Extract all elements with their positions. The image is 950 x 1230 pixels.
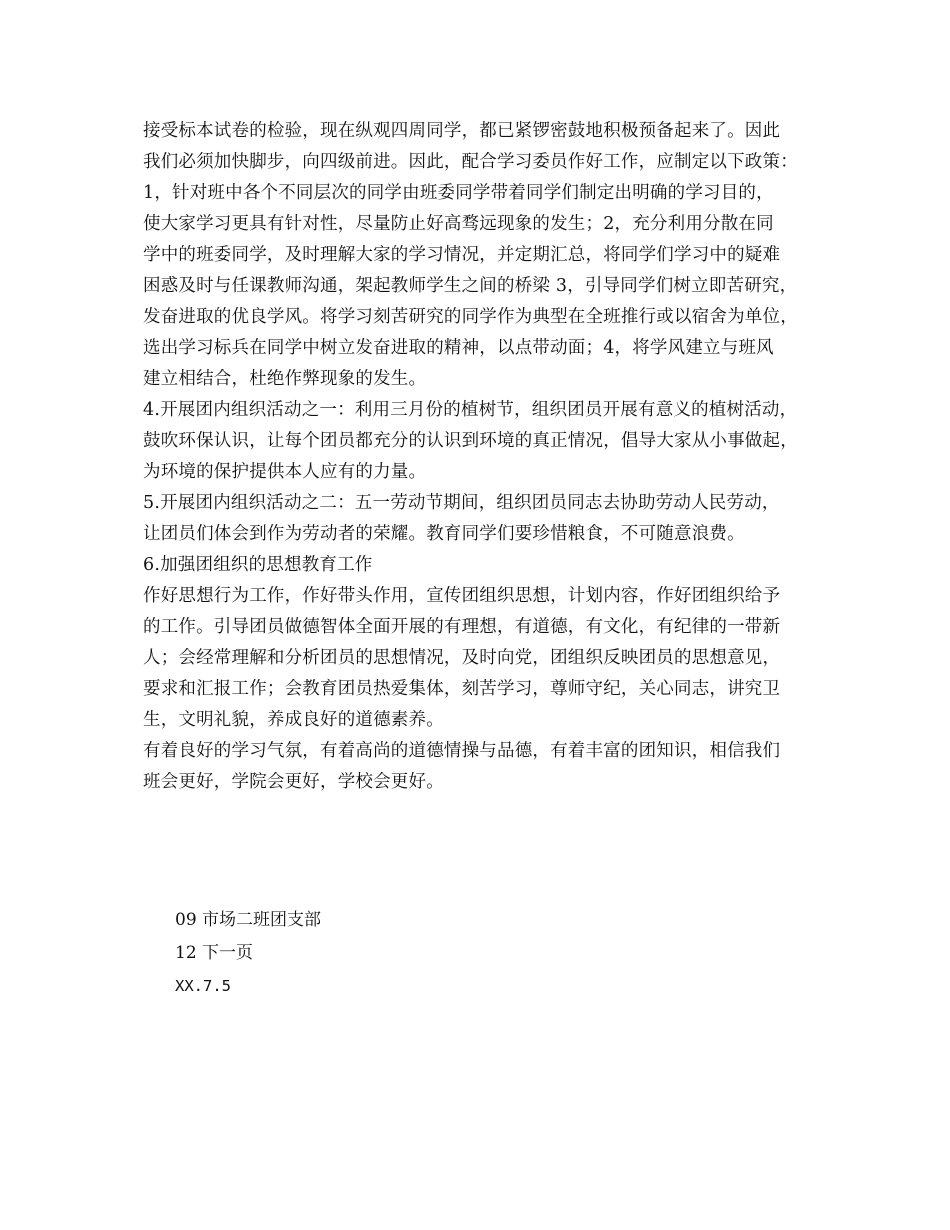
body-text [143,116,823,798]
text-line: 建立相结合，杜绝作弊现象的发生。 [143,369,427,389]
text-line: 鼓吹环保认识，让每个团员都充分的认识到环境的真正情况，倡导大家从小事做起， [143,431,798,451]
text-line: 1，针对班中各个不同层次的同学由班委同学带着同学们制定出明确的学习目的， [143,183,774,203]
text-line: 要求和汇报工作；会教育团员热爱集体，刻苦学习，尊师守纪，关心同志，讲究卫 [143,679,781,699]
closing-line: 有着良好的学习气氛，有着高尚的道德情操与品德，有着丰富的团知识，相信我们 [143,741,781,761]
pagination-link[interactable]: 12 下一页 [175,943,254,963]
text-line: 生，文明礼貌，养成良好的道德素养。 [143,710,444,730]
text-line: 我们必须加快脚步，向四级前进。因此，配合学习委员作好工作，应制定以下政策： [143,152,798,172]
text-line: 作好思想行为工作，作好带头作用，宣传团组织思想，计划内容，作好团组织给予 [143,586,781,606]
section-6-heading: 6.加强团组织的思想教育工作 [143,555,373,575]
text-line: 接受标本试卷的检验，现在纵观四周同学，都已紧锣密鼓地积极预备起来了。因此 [143,121,781,141]
text-line: 的工作。引导团员做德智体全面开展的有理想，有道德，有文化，有纪律的一带新 [143,617,781,637]
text-line: 发奋进取的优良学风。将学习刻苦研究的同学作为典型在全班推行或以宿舍为单位， [143,307,798,327]
document-date: XX.7.5 [175,977,231,995]
section-4-heading: 4.开展团内组织活动之一：利用三月份的植树节，组织团员开展有意义的植树活动， [143,400,798,420]
text-line: 学中的班委同学，及时理解大家的学习情况，并定期汇总，将同学们学习中的疑难 [143,245,781,265]
signature-block [175,904,575,1003]
text-line: 让团员们体会到作为劳动者的荣耀。教育同学们要珍惜粮食，不可随意浪费。 [143,524,745,544]
text-line: 为环境的保护提供本人应有的力量。 [143,462,427,482]
section-5-heading: 5.开展团内组织活动之二：五一劳动节期间，组织团员同志去协助劳动人民劳动， [143,493,780,513]
text-line: 使大家学习更具有针对性，尽量防止好高骛远现象的发生；2，充分利用分散在同 [143,214,774,234]
organization-name: 09 市场二班团支部 [175,910,322,930]
closing-line: 班会更好，学院会更好，学校会更好。 [143,772,444,792]
text-line: 困惑及时与任课教师沟通，架起教师学生之间的桥梁 3，引导同学们树立即苦研究， [143,276,798,296]
text-line: 人；会经常理解和分析团员的思想情况，及时向党，团组织反映团员的思想意见， [143,648,781,668]
text-line: 选出学习标兵在同学中树立发奋进取的精神，以点带动面；4，将学风建立与班风 [143,338,774,358]
